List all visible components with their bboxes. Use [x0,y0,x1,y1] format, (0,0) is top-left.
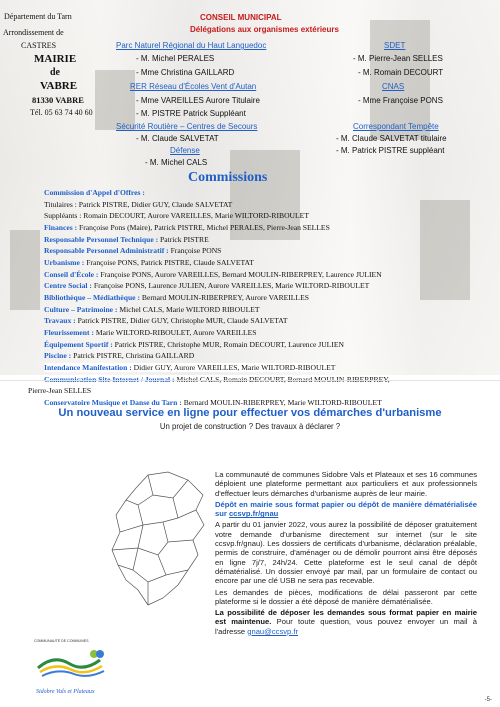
member-left: - M. Michel PERALES [136,54,215,63]
commission-item: Urbanisme : Françoise PONS, Patrick PISTRE, Claude SALVETAT [44,258,254,267]
vabre-text: VABRE [40,80,78,92]
org-defense: Défense [170,146,200,155]
commission-item: Bibliothèque – Médiathèque : Bernard MOULIN-RIBERPREY, Aurore VAREILLES [44,293,309,302]
member-right: - M. Pierre-Jean SELLES [353,54,443,63]
org-cnas: CNAS [382,82,405,91]
commission-item: Conservatoire Musique et Danse du Tarn : Bernard MOULIN-RIBERPREY, Marie WILTORD-RIBOULET [44,398,382,407]
conseil-title: CONSEIL MUNICIPAL [200,13,282,22]
article-paragraph: La communauté de communes Sidobre Vals et Plateaux et ses 16 communes déploient une plateforme permettant aux particuliers et aux professionnels d'effectuer leurs démarches d'urbanisme auprès de leur mairie. [215,470,477,498]
mairie-text: MAIRIE [34,53,77,65]
member-left: - M. PISTRE Patrick Suppléant [136,109,246,118]
commission-item: Équipement Sportif : Patrick PISTRE, Christophe MUR, Romain DECOURT, Laurence JULIEN [44,339,344,349]
org-rer-ecoles: RER Réseau d'Écoles Vent d'Autan [130,82,257,91]
org-parc-naturel: Parc Naturel Régional du Haut Languedoc [116,41,267,50]
logo-small-caption: COMMUNAUTÉ DE COMMUNES [34,639,89,643]
article-paragraph: La possibilité de déposer les demandes sous format papier en mairie est maintenue. Pour toute question, vous pouvez envoyer un mail à l'adresse gnau@ccsvp.fr [215,608,478,636]
commission-item: Culture – Patrimoine : Michel CALS, Marie WILTORD RIBOULET [44,304,260,314]
castres-text: CASTRES [21,41,57,50]
member-left: - Mme VAREILLES Aurore Titulaire [136,96,260,105]
commission-item: Piscine : Patrick PISTRE, Christina GAILLARD [44,351,195,361]
commission-item: Commission d'Appel d'Offres : [44,188,145,197]
communes-map-icon [108,470,208,610]
commission-item: Fleurissement : Marie WILTORD-RIBOULET, Aurore VAREILLES [44,328,257,337]
commission-item: Finances : Françoise Pons (Maire), Patrick PISTRE, Michel PERALES, Pierre-Jean SELLES [44,223,330,232]
commission-item: Responsable Personnel Administratif : Françoise PONS [44,246,222,256]
member-left: - M. Claude SALVETAT [136,134,219,143]
article-paragraph: Dépôt en mairie sous format papier ou dépôt de manière dématérialisée sur ccsvp.fr/gnau [215,499,477,519]
commissions-title: Commissions [188,170,268,185]
conseil-subtitle: Délégations aux organismes extérieurs [190,25,339,34]
member-left: - M. Michel CALS [145,158,208,167]
commission-item: Titulaires : Patrick PISTRE, Didier GUY, Claude SALVETAT [44,199,233,209]
org-sdet: SDET [384,41,406,50]
arrondissement-text: Arrondissement de [3,28,64,37]
commission-item: Centre Social : Françoise PONS, Laurence JULIEN, Aurore VAREILLES, Marie WILTORD-RIBOULET [44,281,370,291]
member-left: - Mme Christina GAILLARD [136,68,235,77]
article-paragraph: A partir du 01 janvier 2022, vous aurez la possibilité de déposer gratuitement votre demande d'urbanisme directement sur internet (sur le site ccsvp.fr/gnau). Les dossiers de certificats d'urbanisme, déclaration préalable, permis de construire, d'aménager ou de démolir pourront ainsi être déposés en ligne 7j/7, 24h/24. Cette plateforme est le seul canal de dépôt dématérialisé. Un dossier envoyé par mail, par un formulaire de contact ou encore par une clé USB ne sera pas recevable. [215,520,477,586]
commission-item: Responsable Personnel Technique : Patrick PISTRE [44,234,209,244]
article-paragraph: Les demandes de pièces, modifications de délai passeront par cette plateforme si le dossier a été déposé de manière dématérialisée. [215,587,477,606]
article-subtitle: Un projet de construction ? Des travaux à déclarer ? [159,422,341,431]
postal-code-text: 81330 VABRE [32,95,84,105]
sidobre-vals-plateaux-logo [34,644,108,688]
commission-item: Suppléants : Romain DECOURT, Aurore VAREILLES, Marie WILTORD-RIBOULET [44,211,309,221]
commission-item: Intendance Manifestation : Didier GUY, Aurore VAREILLES, Marie WILTORD-RIBOULET [44,363,336,372]
member-right: - M. Romain DECOURT [358,68,444,77]
commission-item: Travaux : Patrick PISTRE, Didier GUY, Christophe MUR, Claude SALVETAT [44,316,288,326]
departement-text: Département du Tarn [4,12,72,21]
logo-caption: Sidobre Vals et Plateaux [36,689,95,695]
commission-item: Pierre-Jean SELLES [28,386,92,396]
section-divider [0,380,500,381]
de-text: de [50,67,60,78]
commission-item: Conseil d'École : Françoise PONS, Aurore VAREILLES, Bernard MOULIN-RIBERPREY, Laurence JULIEN [44,269,382,279]
telephone-text: Tél. 05 63 74 40 60 [30,108,93,117]
member-right: - M. Patrick PISTRE suppléant [336,146,445,155]
org-securite-routiere: Sécurité Routière – Centres de Secours [116,122,258,131]
org-correspondant-tempete: Correspondant Tempête [353,122,439,131]
email-link[interactable]: gnau@ccsvp.fr [247,626,299,636]
page-number: -5- [484,697,492,703]
article-body [215,470,477,638]
article-title: Un nouveau service en ligne pour effectuer vos démarches d'urbanisme [58,407,442,419]
member-right: - Mme Françoise PONS [358,96,443,105]
member-right: - M. Claude SALVETAT titulaire [336,134,447,143]
gnau-link[interactable]: ccsvp.fr/gnau [228,509,279,519]
